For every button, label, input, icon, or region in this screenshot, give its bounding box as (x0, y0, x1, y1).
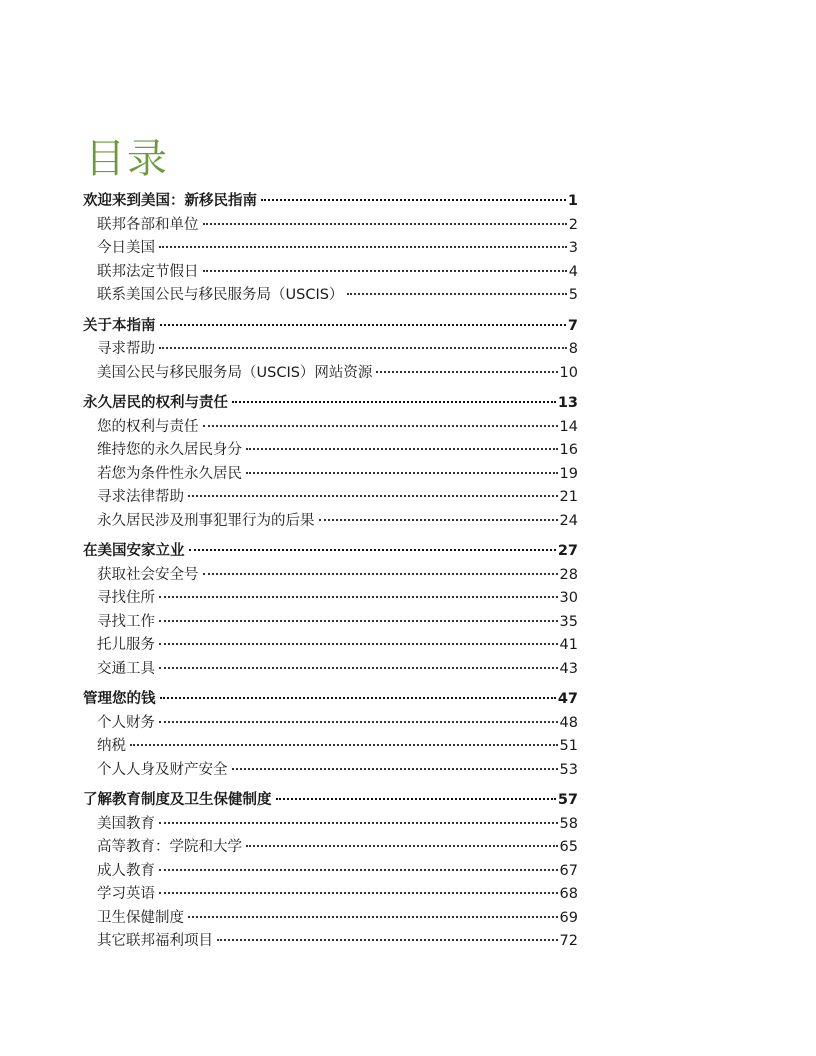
toc-page-number: 48 (559, 714, 578, 731)
toc-entry[interactable] (83, 338, 578, 362)
dot-leader (232, 401, 556, 403)
toc-entry-label: 今日美国 (97, 240, 155, 256)
dot-leader (217, 939, 558, 941)
toc-section-heading[interactable] (83, 789, 578, 813)
dot-leader (246, 845, 558, 847)
toc-page-number: 72 (559, 933, 578, 949)
toc-entry-label: 寻求帮助 (97, 341, 155, 357)
toc-entry-label: 交通工具 (97, 660, 155, 677)
dot-leader (188, 495, 558, 497)
dot-leader (159, 892, 558, 894)
toc-page-number: 69 (559, 909, 578, 926)
dot-leader (376, 371, 557, 373)
dot-leader (276, 798, 556, 800)
toc-entry-label: 联邦各部和单位 (97, 216, 199, 233)
toc-entry-label: 联邦法定节假日 (97, 263, 199, 280)
dot-leader (159, 667, 558, 669)
toc-entry[interactable] (83, 362, 578, 386)
toc-page-number: 27 (557, 543, 578, 559)
toc-entry[interactable] (83, 237, 578, 261)
toc-page-number: 8 (568, 341, 578, 357)
table-of-contents (83, 190, 578, 961)
toc-entry-label: 关于本指南 (83, 317, 156, 334)
toc-section-heading[interactable] (83, 540, 578, 564)
page-title: 目录 (85, 135, 169, 182)
toc-section-heading[interactable] (83, 688, 578, 712)
toc-entry-label: 若您为条件性永久居民 (97, 465, 242, 482)
dot-leader (246, 448, 558, 450)
dot-leader (203, 270, 567, 272)
dot-leader (319, 519, 558, 521)
toc-entry-label: 联系美国公民与移民服务局（USCIS） (97, 287, 344, 303)
toc-entry-label: 管理您的钱 (83, 691, 156, 707)
toc-page-number: 47 (557, 691, 578, 707)
toc-entry[interactable] (83, 634, 578, 658)
dot-leader (232, 768, 558, 770)
toc-entry-label: 寻找住所 (97, 590, 155, 606)
toc-entry-label: 学习英语 (97, 886, 155, 902)
toc-entry-label: 寻求法律帮助 (97, 489, 184, 505)
toc-section (83, 190, 578, 308)
dot-leader (159, 347, 567, 349)
toc-entry[interactable] (83, 261, 578, 285)
toc-entry-label: 您的权利与责任 (97, 418, 199, 435)
dot-leader (159, 596, 558, 598)
dot-leader (159, 721, 558, 723)
toc-page-number: 24 (559, 512, 578, 529)
toc-page-number: 4 (568, 263, 578, 280)
toc-entry-label: 永久居民涉及刑事犯罪行为的后果 (97, 512, 315, 529)
toc-entry-label: 托儿服务 (97, 637, 155, 653)
toc-section (83, 315, 578, 386)
toc-entry[interactable] (83, 284, 578, 308)
toc-page-number: 51 (559, 738, 578, 754)
toc-entry-label: 卫生保健制度 (97, 909, 184, 926)
toc-page-number: 2 (568, 216, 578, 233)
toc-entry[interactable] (83, 658, 578, 682)
toc-entry[interactable] (83, 907, 578, 931)
toc-section (83, 392, 578, 533)
dot-leader (188, 916, 558, 918)
dot-leader (203, 573, 558, 575)
toc-entry[interactable] (83, 860, 578, 884)
dot-leader (261, 199, 566, 201)
dot-leader (189, 549, 556, 551)
dot-leader (160, 697, 556, 699)
toc-entry[interactable] (83, 611, 578, 635)
toc-entry[interactable] (83, 564, 578, 588)
dot-leader (159, 869, 558, 871)
toc-page-number: 1 (567, 193, 578, 209)
toc-page-number: 57 (557, 792, 578, 808)
toc-entry[interactable] (83, 510, 578, 534)
toc-entry-label: 个人人身及财产安全 (97, 761, 228, 778)
toc-entry-label: 美国公民与移民服务局（USCIS）网站资源 (97, 364, 373, 381)
toc-page-number: 28 (559, 566, 578, 583)
toc-entry[interactable] (83, 836, 578, 860)
toc-entry[interactable] (83, 463, 578, 487)
toc-section-heading[interactable] (83, 392, 578, 416)
toc-section-heading[interactable] (83, 190, 578, 214)
toc-page-number: 35 (559, 613, 578, 630)
toc-page-number: 67 (559, 862, 578, 879)
toc-entry[interactable] (83, 486, 578, 510)
toc-page-number: 53 (559, 761, 578, 778)
toc-page-number: 65 (559, 839, 578, 855)
toc-entry[interactable] (83, 587, 578, 611)
toc-entry-label: 美国教育 (97, 815, 155, 832)
toc-page-number: 21 (559, 489, 578, 505)
toc-page-number: 13 (557, 395, 578, 411)
dot-leader (159, 620, 558, 622)
toc-entry-label: 个人财务 (97, 714, 155, 731)
toc-page-number: 58 (559, 815, 578, 832)
toc-section (83, 789, 578, 954)
toc-entry-label: 了解教育制度及卫生保健制度 (83, 792, 272, 808)
dot-leader (347, 293, 566, 295)
dot-leader (159, 246, 567, 248)
toc-entry-label: 寻找工作 (97, 613, 155, 630)
toc-entry-label: 其它联邦福利项目 (97, 933, 213, 949)
dot-leader (203, 223, 567, 225)
toc-page-number: 41 (559, 637, 578, 653)
toc-entry[interactable] (83, 759, 578, 783)
toc-page-number: 30 (559, 590, 578, 606)
dot-leader (159, 822, 558, 824)
toc-entry[interactable] (83, 214, 578, 238)
toc-page-number: 43 (559, 660, 578, 677)
toc-entry-label: 纳税 (97, 738, 126, 754)
toc-page-number: 16 (559, 442, 578, 458)
toc-page-number: 14 (559, 418, 578, 435)
toc-entry-label: 欢迎来到美国：新移民指南 (83, 193, 257, 209)
toc-entry[interactable] (83, 439, 578, 463)
dot-leader (246, 472, 558, 474)
toc-entry[interactable] (83, 735, 578, 759)
toc-entry[interactable] (83, 416, 578, 440)
toc-page-number: 7 (567, 317, 578, 334)
toc-entry-label: 维持您的永久居民身分 (97, 442, 242, 458)
toc-page-number: 5 (568, 287, 578, 303)
dot-leader (160, 324, 566, 326)
toc-page-number: 10 (559, 364, 578, 381)
toc-entry-label: 永久居民的权利与责任 (83, 395, 228, 411)
dot-leader (130, 744, 558, 746)
toc-entry[interactable] (83, 813, 578, 837)
toc-entry[interactable] (83, 712, 578, 736)
toc-entry-label: 成人教育 (97, 862, 155, 879)
toc-entry-label: 高等教育：学院和大学 (97, 839, 242, 855)
toc-page-number: 3 (568, 240, 578, 256)
toc-entry-label: 在美国安家立业 (83, 543, 185, 559)
toc-entry[interactable] (83, 930, 578, 954)
toc-section-heading[interactable] (83, 315, 578, 339)
toc-section (83, 688, 578, 782)
dot-leader (159, 643, 558, 645)
toc-entry[interactable] (83, 883, 578, 907)
toc-page-number: 68 (559, 886, 578, 902)
toc-entry-label: 获取社会安全号 (97, 566, 199, 583)
dot-leader (203, 425, 558, 427)
toc-section (83, 540, 578, 681)
toc-page-number: 19 (559, 465, 578, 482)
